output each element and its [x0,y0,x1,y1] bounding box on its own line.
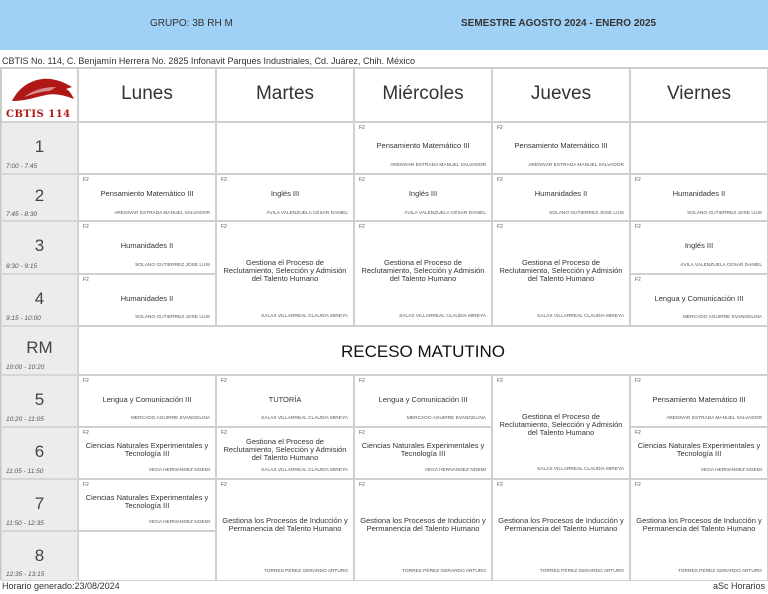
lesson-cell[interactable] [630,221,768,274]
empty-slot [78,531,216,581]
room-label: F2 [83,177,89,183]
lesson-cell[interactable] [78,375,216,427]
room-label: F2 [359,378,365,384]
empty-slot [78,122,216,174]
subject-label: Gestiona el Proceso de Reclutamiento, Selección y Admisión del Talento Humano [223,258,347,283]
period-6 [1,427,78,479]
period-number: 8 [34,546,45,565]
room-label: F2 [635,177,641,183]
subject-label: Pensamiento Matemático III [100,189,194,198]
day-label: Miércoles [382,83,464,104]
header-bar [0,0,768,50]
room-label: F2 [221,482,227,488]
day-label: Martes [255,83,315,104]
subject-label: Humanidades II [672,189,726,198]
teacher-label: SALAS VILLARREAL CLAUDIA MIREYA [261,468,348,473]
group-label: GRUPO: 3B RH M [150,18,233,29]
lesson-cell[interactable] [216,221,354,326]
lesson-cell[interactable] [630,174,768,221]
period-number: 4 [34,289,45,308]
period-2 [1,174,78,221]
room-label: F2 [497,125,503,131]
teacher-label: ÁVILA VALENZUELA CÉSAR DANIEL [404,211,486,216]
day-header-martes [216,68,354,122]
lesson-cell[interactable] [354,174,492,221]
subject-label: Gestiona los Procesos de Inducción y Permanencia del Talento Humano [636,516,762,533]
day-label: Viernes [666,83,732,104]
period-number: 1 [34,137,45,156]
period-5 [1,375,78,427]
period-number: 3 [34,236,45,255]
timetable-grid [0,67,768,580]
teacher-label: ARENIVAR ESTRADA MANUEL SALVADOR [528,163,624,168]
room-label: F2 [359,177,365,183]
subject-label: Humanidades II [534,189,588,198]
teacher-label: ARENIVAR ESTRADA MANUEL SALVADOR [390,163,486,168]
lesson-cell[interactable] [216,375,354,427]
teacher-label: MERCADO AGUIRRE EVANGELINA [406,416,486,421]
teacher-label: SALAS VILLARREAL CLAUDIA MIREYA [537,467,624,472]
teacher-label: TORRES PÉREZ GERARDO ARTURO [401,569,486,574]
period-time: 11:05 - 11:50 [6,468,44,475]
subject-label: Gestiona el Proceso de Reclutamiento, Selección y Admisión del Talento Humano [499,258,623,283]
room-label: F2 [359,430,365,436]
teacher-label: VEGA HERNANDEZ NOEMI [148,468,210,473]
teacher-label: TORRES PÉREZ GERARDO ARTURO [539,569,624,574]
room-label: F2 [83,277,89,283]
subject-label: Inglés III [408,189,438,198]
period-1 [1,122,78,174]
period-time: 10:00 - 10:20 [6,364,45,371]
room-label: F2 [83,482,89,488]
room-label: F2 [83,378,89,384]
subject-label: Ciencias Naturales Experimentales y Tecnología III [85,441,209,458]
teacher-label: VEGA HERNANDEZ NOEMI [148,520,210,525]
subject-label: Pensamiento Matemático III [514,141,608,150]
room-label: F2 [635,430,641,436]
room-label: F2 [359,224,365,230]
subject-label: Pensamiento Matemático III [376,141,470,150]
lesson-cell[interactable] [354,221,492,326]
room-label: F2 [635,224,641,230]
empty-slot [216,122,354,174]
subject-label: Inglés III [684,241,714,250]
lesson-cell[interactable] [354,375,492,427]
room-label: F2 [359,125,365,131]
period-time: 11:50 - 12:35 [6,520,44,527]
subject-label: Inglés III [270,189,300,198]
brand-label: aSc Horarios [712,581,765,591]
subject-label: Ciencias Naturales Experimentales y Tecnología III [637,441,761,458]
lesson-cell[interactable] [492,221,630,326]
recess-row [78,326,768,375]
lesson-cell[interactable] [216,479,354,581]
teacher-label: TORRES PÉREZ GERARDO ARTURO [263,569,348,574]
semester-label: SEMESTRE AGOSTO 2024 - ENERO 2025 [461,18,657,29]
room-label: F2 [497,224,503,230]
period-7 [1,479,78,531]
room-label: F2 [635,277,641,283]
day-header-lunes [78,68,216,122]
lesson-cell[interactable] [354,122,492,174]
period-number: 6 [34,442,45,461]
empty-slot [630,122,768,174]
day-label: Jueves [530,83,592,104]
period-time: 12:35 - 13:15 [6,571,45,578]
lesson-cell[interactable] [630,479,768,581]
period-4 [1,274,78,326]
period-time: 8:30 - 9:15 [6,263,38,270]
subject-label: Gestiona los Procesos de Inducción y Permanencia del Talento Humano [360,516,486,533]
lesson-cell[interactable] [354,479,492,581]
subject-label: Lengua y Comunicación III [654,294,744,303]
subject-label: Humanidades II [120,241,174,250]
room-label: F2 [497,378,503,384]
lesson-cell[interactable] [492,122,630,174]
lesson-cell[interactable] [78,427,216,479]
lesson-cell[interactable] [492,174,630,221]
subject-label: Ciencias Naturales Experimentales y Tecnología III [361,441,485,458]
subject-label: Gestiona los Procesos de Inducción y Permanencia del Talento Humano [222,516,348,533]
period-number: 2 [34,186,45,205]
lesson-cell[interactable] [630,375,768,427]
period-number: 5 [34,390,45,409]
teacher-label: ÁVILA VALENZUELA CÉSAR DANIEL [266,211,348,216]
day-header-jueves [492,68,630,122]
room-label: F2 [497,482,503,488]
lesson-cell[interactable] [216,174,354,221]
teacher-label: SOLANO GUTIERREZ JOSE LUIS [549,211,624,216]
period-8 [1,531,78,581]
period-3 [1,221,78,274]
period-time: 7:00 - 7:45 [6,163,38,170]
room-label: F2 [221,378,227,384]
teacher-label: ARENIVAR ESTRADA MANUEL SALVADOR [666,416,762,421]
day-label: Lunes [121,83,173,104]
teacher-label: ARENIVAR ESTRADA MANUEL SALVADOR [114,211,210,216]
room-label: F2 [83,224,89,230]
lesson-cell[interactable] [492,375,630,479]
teacher-label: SOLANO GUTIERREZ JOSE LUIS [135,263,210,268]
lesson-cell[interactable] [78,479,216,531]
teacher-label: MERCADO AGUIRRE EVANGELINA [130,416,210,421]
teacher-label: MERCADO AGUIRRE EVANGELINA [682,315,762,320]
subject-label: Lengua y Comunicación III [378,395,468,404]
period-time: 9:15 - 10:00 [6,315,41,322]
subject-label: Gestiona el Proceso de Reclutamiento, Selección y Admisión del Talento Humano [361,258,485,283]
room-label: F2 [83,430,89,436]
subject-label: TUTORÍA [268,395,302,404]
day-header-viernes [630,68,768,122]
subject-label: Gestiona los Procesos de Inducción y Permanencia del Talento Humano [498,516,624,533]
room-label: F2 [497,177,503,183]
subject-label: Gestiona el Proceso de Reclutamiento, Selección y Admisión del Talento Humano [499,412,623,437]
period-number: 7 [34,494,45,513]
lesson-cell[interactable] [78,221,216,274]
subject-label: Humanidades II [120,294,174,303]
lesson-cell[interactable] [78,174,216,221]
period-time: 7:45 - 8:30 [6,211,38,218]
room-label: F2 [635,378,641,384]
teacher-label: SOLANO GUTIERREZ JOSE LUIS [687,211,762,216]
subject-label: Ciencias Naturales Experimentales y Tecnología III [85,493,209,510]
subject-label: Lengua y Comunicación III [102,395,192,404]
period-time: 10:20 - 11:05 [6,416,44,423]
room-label: F2 [359,482,365,488]
subject-label: Gestiona el Proceso de Reclutamiento, Selección y Admisión del Talento Humano [223,437,347,462]
teacher-label: SOLANO GUTIERREZ JOSE LUIS [135,315,210,320]
teacher-label: VEGA HERNANDEZ NOEMI [424,468,486,473]
lesson-cell[interactable] [630,274,768,326]
teacher-label: SALAS VILLARREAL CLAUDIA MIREYA [261,416,348,421]
recess-label: RECESO MATUTINO [340,342,506,361]
teacher-label: TORRES PÉREZ GERARDO ARTURO [677,569,762,574]
subject-label: Pensamiento Matemático III [652,395,746,404]
teacher-label: SALAS VILLARREAL CLAUDIA MIREYA [261,314,348,319]
room-label: F2 [635,482,641,488]
lesson-cell[interactable] [492,479,630,581]
period-rm [1,326,78,375]
teacher-label: SALAS VILLARREAL CLAUDIA MIREYA [399,314,486,319]
day-header-miercoles [354,68,492,122]
lesson-cell[interactable] [78,274,216,326]
teacher-label: VEGA HERNANDEZ NOEMI [700,468,762,473]
teacher-label: SALAS VILLARREAL CLAUDIA MIREYA [537,314,624,319]
school-address: CBTIS No. 114, C. Benjamín Herrera No. 2825 Infonavit Parques Industriales, Cd. Juárez, Chih. México [2,56,416,66]
lesson-cell[interactable] [354,427,492,479]
lesson-cell[interactable] [216,427,354,479]
lesson-cell[interactable] [630,427,768,479]
room-label: F2 [221,177,227,183]
period-number: RM [26,338,53,357]
teacher-label: ÁVILA VALENZUELA CÉSAR DANIEL [680,263,762,268]
logo-text: CBTIS 114 [6,109,71,120]
room-label: F2 [221,430,227,436]
room-label: F2 [221,224,227,230]
logo-cell [1,68,78,122]
generated-date: Horario generado:23/08/2024 [2,581,120,591]
